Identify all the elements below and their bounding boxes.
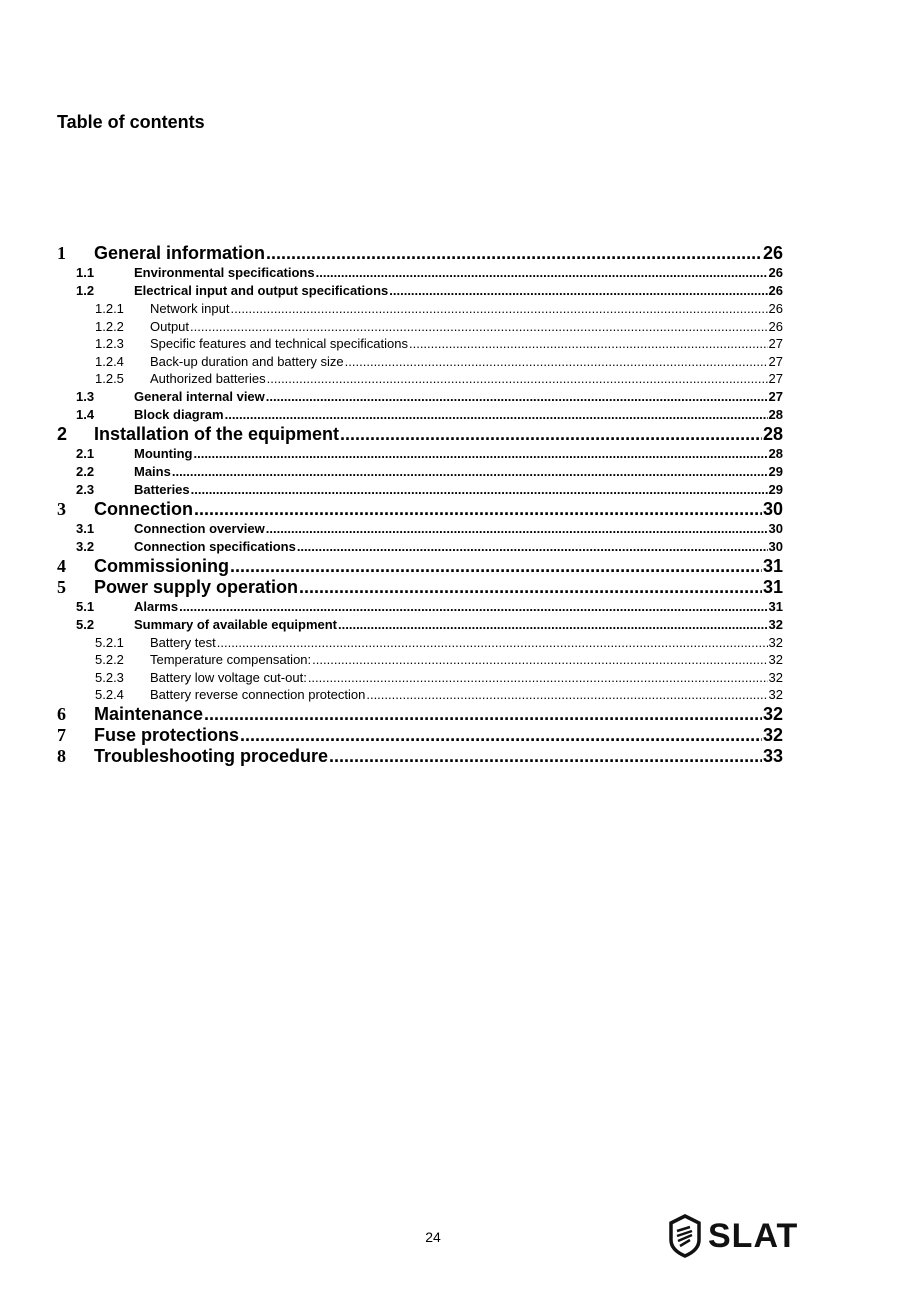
toc-entry-number: 1.2.2: [95, 318, 124, 334]
toc-entry-number: 2: [57, 423, 68, 444]
toc-entry[interactable]: [0, 669, 783, 687]
toc-entry-page: 30: [762, 498, 783, 519]
dot-leader: [389, 282, 767, 300]
toc-entry[interactable]: [0, 370, 783, 388]
dot-leader: [240, 725, 762, 746]
toc-entry-title: Summary of available equipment: [134, 616, 338, 632]
toc-entry-page: 26: [768, 318, 783, 334]
dot-leader: [297, 538, 768, 556]
toc-entry[interactable]: [0, 746, 783, 767]
toc-entry[interactable]: [0, 577, 783, 598]
dot-leader: [267, 370, 768, 388]
toc-entry-number: 1.2.4: [95, 353, 124, 369]
toc-entry-number: 6: [57, 703, 66, 724]
logo-text: SLAT: [708, 1216, 799, 1255]
toc-entry-title: Battery test: [150, 634, 216, 650]
toc-entry-number: 1: [57, 243, 66, 263]
toc-entry[interactable]: [0, 520, 783, 538]
dot-leader: [338, 616, 768, 634]
toc-entry-number: 1.4: [76, 406, 95, 422]
toc-entry-number: 8: [57, 745, 66, 766]
dot-leader: [194, 499, 762, 520]
toc-entry-title: Commissioning: [94, 555, 230, 576]
toc-entry-page: 31: [762, 576, 783, 597]
toc-entry-page: 28: [768, 445, 783, 461]
toc-entry-title: Mains: [134, 463, 171, 479]
toc-entry-title: Battery low voltage cut-out:: [150, 669, 307, 685]
toc-entry[interactable]: [0, 616, 783, 634]
toc-entry-number: 2.3: [76, 481, 95, 497]
toc-entry[interactable]: [0, 445, 783, 463]
toc-entry[interactable]: [0, 243, 783, 264]
toc-entry-page: 32: [762, 724, 783, 745]
toc-entry-number: 1.2.1: [95, 301, 124, 316]
toc-entry-number: 1.2.5: [95, 371, 124, 386]
dot-leader: [225, 406, 768, 424]
toc-entry[interactable]: [0, 686, 783, 704]
dot-leader: [217, 634, 768, 652]
toc-entry[interactable]: [0, 463, 783, 481]
dot-leader: [204, 704, 762, 725]
toc-entry-title: Temperature compensation:: [150, 652, 312, 667]
dot-leader: [179, 598, 767, 616]
toc-entry[interactable]: [0, 353, 783, 371]
toc-entry-page: 29: [768, 481, 783, 497]
toc-entry-number: 5.2.2: [95, 652, 124, 667]
toc-entry-title: Specific features and technical specifications: [150, 336, 408, 351]
dot-leader: [191, 481, 768, 499]
shield-logo-icon: [668, 1214, 702, 1258]
toc-entry-number: 7: [57, 724, 66, 745]
toc-entry-title: Troubleshooting procedure: [94, 745, 329, 766]
dot-leader: [312, 651, 767, 669]
toc-entry-title: Installation of the equipment: [94, 423, 340, 444]
dot-leader: [299, 577, 762, 598]
toc-heading: Table of contents: [57, 112, 205, 132]
toc-entry-title: Output: [150, 318, 190, 334]
dot-leader: [366, 686, 767, 704]
toc-entry-title: Power supply operation: [94, 576, 299, 597]
toc-entry-number: 3.1: [76, 520, 95, 536]
toc-entry-title: Authorized batteries: [150, 371, 266, 386]
toc-entry-page: 32: [768, 652, 783, 667]
toc-entry-number: 5.2.4: [95, 687, 124, 702]
toc-entry[interactable]: [0, 598, 783, 616]
toc-entry-number: 1.1: [76, 265, 95, 280]
toc-entry-number: 5: [57, 576, 66, 597]
toc-entry[interactable]: [0, 335, 783, 353]
toc-entry-title: Connection specifications: [134, 538, 296, 554]
toc-entry-page: 31: [762, 555, 783, 576]
table-of-contents: [0, 243, 920, 767]
toc-entry-title: Environmental specifications: [134, 265, 315, 280]
dot-leader: [409, 335, 768, 353]
toc-entry-number: 5.2.3: [95, 669, 124, 685]
toc-entry-page: 29: [768, 463, 783, 479]
slat-logo: [668, 1214, 798, 1258]
toc-entry-number: 4: [57, 555, 66, 576]
dot-leader: [266, 243, 762, 264]
dot-leader: [266, 520, 768, 538]
toc-entry-number: 5.1: [76, 598, 95, 614]
dot-leader: [172, 463, 768, 481]
toc-entry[interactable]: [0, 264, 783, 282]
toc-entry-page: 28: [768, 406, 783, 422]
toc-entry-title: Mounting: [134, 445, 193, 461]
toc-entry-title: Battery reverse connection protection: [150, 687, 366, 702]
toc-entry[interactable]: [0, 424, 783, 445]
toc-entry[interactable]: [0, 538, 783, 556]
dot-leader: [266, 388, 768, 406]
toc-entry[interactable]: [0, 318, 783, 336]
toc-entry[interactable]: [0, 406, 783, 424]
toc-entry-title: Electrical input and output specifications: [134, 283, 389, 298]
dot-leader: [190, 318, 768, 336]
toc-entry[interactable]: [0, 725, 783, 746]
toc-entry-number: 5.2: [76, 616, 95, 632]
dot-leader: [345, 353, 768, 371]
toc-entry-number: 1.3: [76, 388, 95, 404]
toc-entry[interactable]: [0, 481, 783, 499]
toc-entry[interactable]: [0, 651, 783, 669]
dot-leader: [230, 556, 762, 577]
toc-entry-title: Maintenance: [94, 703, 204, 724]
toc-entry-number: 1.2: [76, 283, 95, 298]
toc-entry[interactable]: [0, 388, 783, 406]
toc-entry-page: 26: [768, 301, 783, 316]
toc-entry-page: 26: [768, 265, 783, 280]
toc-entry-page: 31: [768, 598, 783, 614]
dot-leader: [329, 746, 762, 767]
toc-entry-title: Fuse protections: [94, 724, 240, 745]
toc-entry-title: Block diagram: [134, 406, 224, 422]
toc-entry-title: General information: [94, 243, 266, 263]
toc-entry-page: 28: [762, 423, 783, 444]
toc-entry-page: 30: [768, 520, 783, 536]
dot-leader: [316, 264, 768, 282]
toc-entry-title: General internal view: [134, 388, 265, 404]
toc-entry[interactable]: [0, 556, 783, 577]
toc-entry-page: 26: [762, 243, 783, 263]
toc-entry-page: 32: [768, 669, 783, 685]
toc-entry-page: 33: [762, 745, 783, 766]
toc-entry-title: Connection overview: [134, 520, 265, 536]
dot-leader: [230, 300, 767, 318]
toc-entry-title: Connection: [94, 498, 193, 519]
toc-entry-number: 2.1: [76, 445, 95, 461]
toc-entry-page: 30: [768, 538, 783, 554]
toc-entry-number: 2.2: [76, 463, 95, 479]
toc-entry-page: 32: [768, 687, 783, 702]
toc-entry-title: Back-up duration and battery size: [150, 353, 344, 369]
toc-entry[interactable]: [0, 282, 783, 300]
toc-entry-number: 1.2.3: [95, 336, 124, 351]
toc-entry-title: Network input: [150, 301, 230, 316]
dot-leader: [193, 445, 767, 463]
dot-leader: [308, 669, 768, 687]
toc-entry-page: 27: [768, 388, 783, 404]
toc-entry-page: 27: [768, 336, 783, 351]
toc-entry-title: Batteries: [134, 481, 190, 497]
toc-entry-page: 32: [768, 634, 783, 650]
toc-entry-page: 26: [768, 283, 783, 298]
toc-entry-number: 3.2: [76, 538, 95, 554]
toc-entry-title: Alarms: [134, 598, 179, 614]
toc-entry-page: 27: [768, 371, 783, 386]
toc-entry-page: 32: [762, 703, 783, 724]
toc-entry[interactable]: [0, 704, 783, 725]
toc-entry-page: 27: [768, 353, 783, 369]
toc-entry[interactable]: [0, 634, 783, 652]
dot-leader: [340, 424, 762, 445]
toc-entry-number: 5.2.1: [95, 634, 124, 650]
toc-entry-number: 3: [57, 498, 66, 519]
toc-entry[interactable]: [0, 499, 783, 520]
toc-entry-page: 32: [768, 616, 783, 632]
page-number: 24: [425, 1229, 441, 1245]
toc-entry[interactable]: [0, 300, 783, 318]
